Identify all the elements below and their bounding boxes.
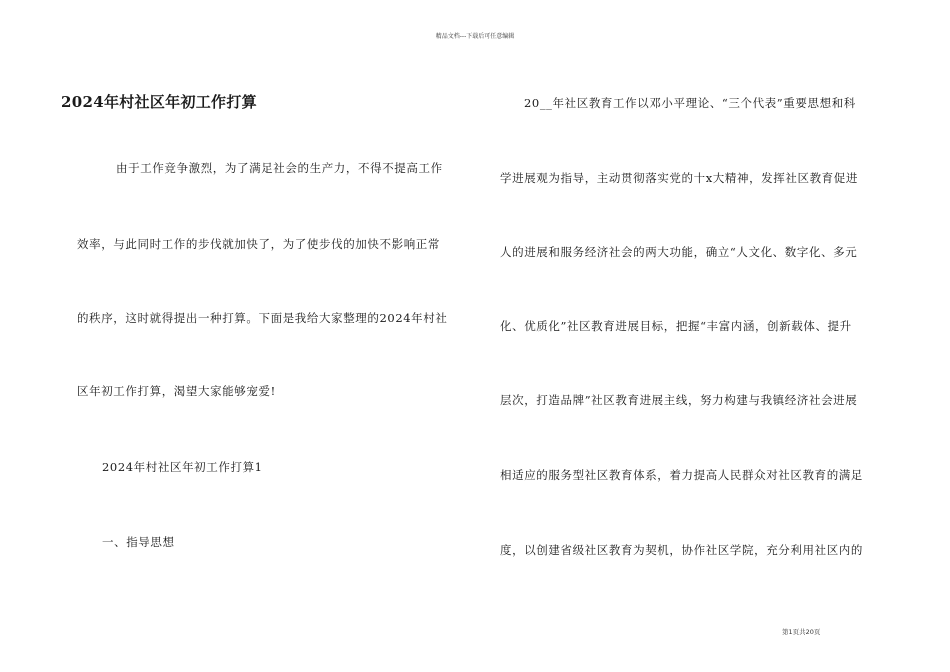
body-line-6: 相适应的服务型社区教育体系，着力提高人民群众对社区教育的满足 xyxy=(500,468,863,482)
body-line-1: 20__年社区教育工作以邓小平理论、“三个代表”重要思想和科 xyxy=(524,96,856,110)
section-title: 2024年村社区年初工作打算1 xyxy=(102,460,263,474)
body-line-3: 人的进展和服务经济社会的两大功能，确立“人文化、数字化、多元 xyxy=(500,245,858,259)
intro-line-2: 效率，与此同时工作的步伐就加快了，为了使步伐的加快不影响正常 xyxy=(77,237,440,251)
header-note: 精品文档---下载后可任意编辑 xyxy=(435,33,515,40)
body-line-2: 学进展观为指导，主动贯彻落实党的十x大精神，发挥社区教育促进 xyxy=(500,171,858,185)
section-heading: 一、指导思想 xyxy=(102,535,175,549)
page-number: 第1页共20页 xyxy=(782,628,821,636)
body-line-7: 度，以创建省级社区教育为契机，协作社区学院，充分利用社区内的 xyxy=(500,543,863,557)
intro-line-4: 区年初工作打算，渴望大家能够宠爱! xyxy=(77,384,276,398)
body-line-5: 层次，打造品牌”社区教育进展主线，努力构建与我镇经济社会进展 xyxy=(500,393,858,407)
intro-line-1: 由于工作竞争激烈，为了满足社会的生产力，不得不提高工作 xyxy=(116,161,443,175)
intro-line-3: 的秩序，这时就得提出一种打算。下面是我给大家整理的2024年村社 xyxy=(77,311,448,325)
body-line-4: 化、优质化”社区教育进展目标，把握“丰富内涵，创新载体、提升 xyxy=(500,319,852,333)
page-title: 2024年村社区年初工作打算 xyxy=(61,93,257,111)
